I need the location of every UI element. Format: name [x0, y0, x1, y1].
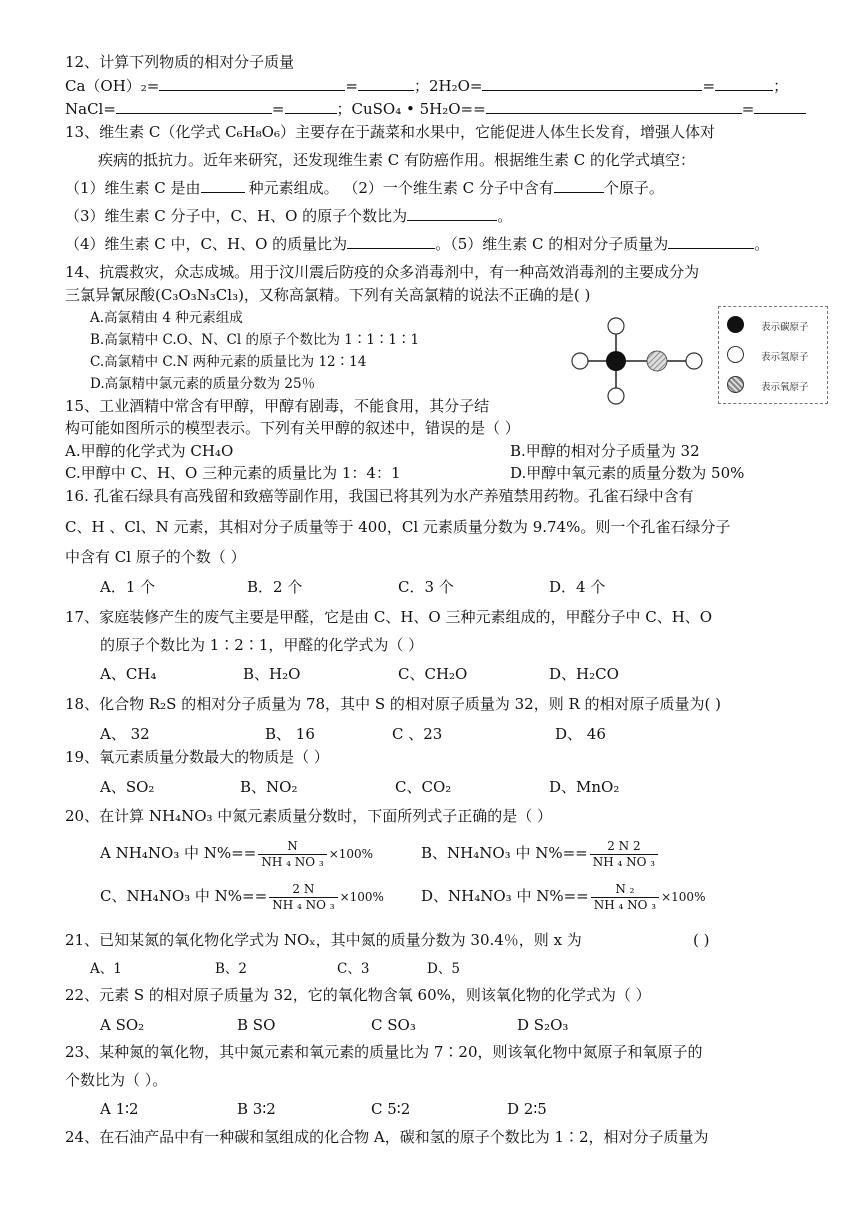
answer-blank[interactable] — [201, 178, 245, 193]
q21-option-d: D、5 — [427, 961, 460, 977]
q17-stem2: 的原子个数比为 1∶2∶1，甲醛的化学式为（ ） — [100, 636, 424, 654]
q16-option-b: B．2 个 — [247, 578, 303, 596]
q20-option-d: D、NH₄NO₃ 中 N%== $\frac{\text{N ₂}}{\text{NH ₄ NO ₃}}$ ×100% — [421, 881, 706, 912]
answer-blank[interactable] — [347, 234, 435, 249]
hydrogen-legend-icon — [727, 346, 744, 363]
legend-hydrogen: 表示氢原子 — [761, 352, 809, 363]
q14-option-a: A.高氯精由 4 种元素组成 — [90, 310, 243, 326]
fraction: $\frac{2 N}{\text{NH ₄ NO ₃}}$ — [269, 882, 337, 913]
q13-stem2: 疾病的抵抗力。近年来研究，还发现维生素 C 有防癌作用。根据维生素 C 的化学式填空： — [98, 151, 696, 169]
q15-option-d: D.甲醇中氧元素的质量分数为 50% — [510, 464, 745, 482]
q16-option-d: D．4 个 — [549, 578, 606, 596]
q19-option-b: B、NO₂ — [240, 778, 298, 796]
q20-option-c: C、NH₄NO₃ 中 N%== $\frac{2 N}{\text{NH ₄ NO ₃}}$ ×100% — [100, 881, 384, 912]
diagram-legend — [718, 306, 828, 404]
q12-cuso4: ；CuSO₄ • 5H₂O== — [336, 100, 486, 118]
q22-option-c: C SO₃ — [371, 1016, 416, 1034]
legend-carbon: 表示碳原子 — [761, 322, 809, 333]
answer-blank[interactable] — [754, 99, 806, 114]
q12-2h2o: ；2H₂O= — [413, 77, 483, 95]
q22-stem: 22、元素 S 的相对原子质量为 32，它的氧化物含氧 60%，则该氧化物的化学式为（ ） — [65, 986, 651, 1004]
q15-stem1: 15、工业酒精中常含有甲醇，甲醇有剧毒，不能食用，其分子结 — [65, 397, 490, 415]
q18-stem: 18、化合物 R₂S 的相对分子质量为 78，其中 S 的相对原子质量为 32，则 R 的相对原子质量为( ) — [65, 695, 722, 713]
oxygen-legend-icon — [727, 376, 744, 393]
q19-stem: 19、氧元素质量分数最大的物质是（ ） — [65, 748, 329, 766]
q18-option-a: A、 32 — [100, 725, 150, 743]
q14-stem1: 14、抗震救灾，众志成城。用于汶川震后防疫的众多消毒剂中，有一种高效消毒剂的主要成分为 — [65, 263, 700, 281]
answer-blank[interactable] — [358, 76, 414, 91]
carbon-legend-icon — [727, 316, 744, 333]
q21-stem-line — [65, 930, 800, 950]
q20-options-cd — [65, 876, 800, 916]
q23-option-d: D 2∶5 — [507, 1100, 547, 1118]
hydrogen-atom — [686, 353, 702, 369]
q21-option-b: B、2 — [215, 961, 248, 977]
q19-option-c: C、CO₂ — [395, 778, 452, 796]
q17-stem1: 17、家庭装修产生的废气主要是甲醛，它是由 C、H、O 三种元素组成的，甲醛分子中 C、H、O — [65, 608, 713, 626]
q21-stem: 21、已知某氮的氧化物化学式为 NOₓ，其中氮的质量分数为 30.4％，则 x 为 — [65, 931, 582, 949]
q18-option-d: D、 46 — [555, 725, 606, 743]
answer-blank[interactable] — [486, 99, 742, 114]
q15-option-c: C.甲醇中 C、H、O 三种元素的质量比为 1：4：1 — [65, 464, 401, 482]
q20-option-b: B、NH₄NO₃ 中 N%== $\frac{2 N 2}{\text{NH ₄ NO ₃}}$ — [421, 833, 660, 873]
oxygen-atom — [647, 351, 667, 371]
answer-blank[interactable] — [407, 206, 497, 221]
q12-nacl: NaCl= — [65, 100, 116, 118]
q15-option-a: A.甲醇的化学式为 CH₄O — [65, 442, 234, 460]
q15-option-b: B.甲醇的相对分子质量为 32 — [510, 442, 700, 460]
answer-blank[interactable] — [554, 178, 604, 193]
fraction: $\frac{2 N 2}{\text{NH ₄ NO ₃}}$ — [590, 839, 658, 870]
carbon-atom — [606, 351, 626, 371]
q16-stem2: C、H 、Cl、N 元素，其相对分子质量等于 400，Cl 元素质量分数为 9.74%。则一个孔雀石绿分子 — [65, 518, 731, 536]
q16-option-c: C．3 个 — [398, 578, 454, 596]
q14-option-d: D.高氯精中氯元素的质量分数为 25％ — [90, 376, 316, 392]
q22-option-b: B SO — [237, 1016, 276, 1034]
q17-option-b: B、H₂O — [243, 665, 301, 683]
q12-title: 12、计算下列物质的相对分子质量 — [65, 53, 295, 71]
q20-option-a: A NH₄NO₃ 中 N%== $\frac{N}{\text{NH ₄ NO ₃}}$ ×100% — [100, 838, 374, 869]
q23-option-b: B 3∶2 — [237, 1100, 276, 1118]
q16-stem1: 16. 孔雀石绿具有高残留和致癌等副作用，我国已将其列为水产养殖禁用药物。孔雀石绿中含有 — [65, 487, 694, 505]
q13-part4: （4）维生素 C 中，C、H、O 的质量比为 。（5）维生素 C 的相对分子质量为 。 — [65, 235, 770, 253]
fraction: $\frac{\text{N ₂}}{\text{NH ₄ NO ₃}}$ — [591, 882, 659, 913]
q16-option-a: A．1 个 — [100, 578, 156, 596]
q20-stem: 20、在计算 NH₄NO₃ 中氮元素质量分数时，下面所列式子正确的是（ ） — [65, 807, 553, 825]
q13-stem1: 13、维生素 C（化学式 C₆H₈O₆）主要存在于蔬菜和水果中，它能促进人体生长发育，增强人体对 — [65, 123, 715, 141]
q20-options-ab — [65, 833, 800, 873]
q24-stem: 24、在石油产品中有一种碳和氢组成的化合物 A，碳和氢的原子个数比为 1∶2，相对分子质量为 — [65, 1128, 709, 1146]
q14-option-c: C.高氯精中 C.N 两种元素的质量比为 12∶14 — [90, 354, 367, 370]
q14-stem2: 三氯异氰尿酸(C₃O₃N₃Cl₃)，又称高氯精。下列有关高氯精的说法不正确的是( ) — [65, 286, 591, 304]
answer-blank[interactable] — [668, 234, 754, 249]
answer-blank[interactable] — [285, 99, 337, 114]
q21-option-c: C、3 — [337, 961, 370, 977]
answer-blank[interactable] — [482, 76, 702, 91]
q23-stem1: 23、某种氮的氧化物，其中氮元素和氧元素的质量比为 7∶20，则该氧化物中氮原子和氧原子的 — [65, 1043, 703, 1061]
q22-option-a: A SO₂ — [100, 1016, 145, 1034]
q12-line1: Ca（OH）₂= = ；2H₂O= = ； — [65, 77, 789, 95]
q15-stem2: 构可能如图所示的模型表示。下列有关甲醇的叙述中，错误的是（ ） — [65, 419, 520, 437]
q19-option-a: A、SO₂ — [100, 778, 155, 796]
q18-option-c: C 、23 — [392, 725, 443, 743]
q22-option-d: D S₂O₃ — [517, 1016, 569, 1034]
q23-option-c: C 5∶2 — [371, 1100, 411, 1118]
hydrogen-atom — [608, 318, 624, 334]
answer-blank[interactable] — [116, 99, 272, 114]
q18-option-b: B、 16 — [265, 725, 315, 743]
q21-option-a: A、1 — [90, 961, 122, 977]
answer-blank[interactable] — [159, 76, 345, 91]
q23-option-a: A 1∶2 — [100, 1100, 139, 1118]
legend-oxygen: 表示氧原子 — [761, 382, 809, 393]
q19-option-d: D、MnO₂ — [549, 778, 620, 796]
answer-blank[interactable] — [715, 76, 773, 91]
hydrogen-atom — [572, 353, 588, 369]
q23-stem2: 个数比为（ ）。 — [65, 1071, 168, 1089]
q16-stem3: 中含有 Cl 原子的个数（ ） — [65, 548, 246, 566]
q15-options-ab — [65, 441, 800, 461]
q15-options-cd — [65, 463, 800, 483]
q17-option-d: D、H₂CO — [549, 665, 619, 683]
fraction: $\frac{N}{\text{NH ₄ NO ₃}}$ — [258, 839, 326, 870]
q17-option-c: C、CH₂O — [398, 665, 468, 683]
q13-part1: （1）维生素 C 是由 种元素组成。 （2）一个维生素 C 分子中含有 个原子。 — [65, 179, 664, 197]
q14-option-b: B.高氯精中 C.O、N、Cl 的原子个数比为 1∶1∶1∶1 — [90, 332, 420, 348]
q12-line2: NaCl= = ；CuSO₄ • 5H₂O== = — [65, 99, 800, 119]
q12-caoh2: Ca（OH）₂= — [65, 77, 160, 95]
q21-answer-paren: ( ) — [693, 931, 710, 949]
methanol-model-diagram — [564, 306, 714, 406]
q13-part3: （3）维生素 C 分子中，C、H、O 的原子个数比为 。 — [65, 207, 513, 225]
q17-option-a: A、CH₄ — [100, 665, 157, 683]
